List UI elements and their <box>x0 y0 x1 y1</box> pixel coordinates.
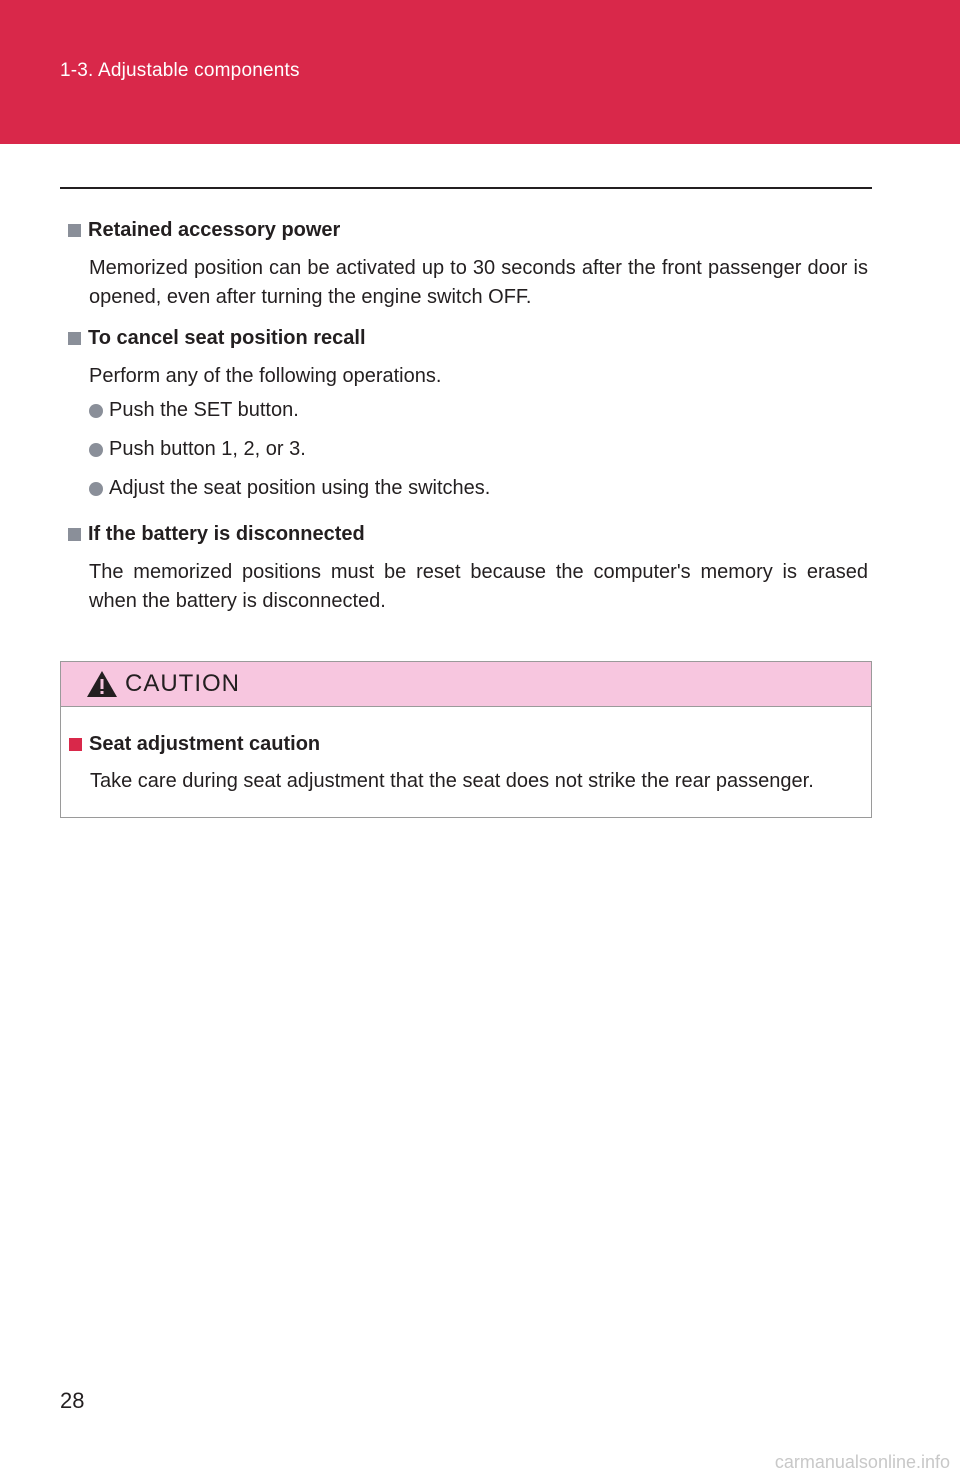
square-bullet-icon <box>69 738 82 751</box>
list-item-text: Push button 1, 2, or 3. <box>109 438 306 460</box>
watermark: carmanualsonline.info <box>774 1452 950 1472</box>
warning-triangle-icon <box>85 669 119 699</box>
section-battery-disconnected <box>68 518 868 616</box>
section-paragraph: Perform any of the following operations. <box>89 365 442 387</box>
section-title: To cancel seat position recall <box>88 326 366 349</box>
square-bullet-icon <box>68 528 81 541</box>
section-title: Retained accessory power <box>88 218 341 241</box>
section-paragraph: Memorized position can be activated up to 30 seconds after the front passenger door is opened, even after turning the engine switch OFF. <box>89 257 868 308</box>
section-heading <box>68 214 868 246</box>
list-item-text: Push the SET button. <box>109 399 299 421</box>
section-breadcrumb: 1-3. Adjustable components <box>60 60 300 81</box>
section-cancel-seat-recall <box>68 322 868 508</box>
list-item <box>89 430 868 469</box>
list-item-text: Adjust the seat position using the switches. <box>109 477 491 499</box>
section-title: If the battery is disconnected <box>88 522 365 545</box>
circle-bullet-icon <box>89 482 103 496</box>
circle-bullet-icon <box>89 404 103 418</box>
caution-paragraph: Take care during seat adjustment that the seat does not strike the rear passenger. <box>90 770 814 792</box>
main-content <box>68 214 868 626</box>
page-number: 28 <box>60 1388 85 1413</box>
caution-body <box>61 707 871 796</box>
caution-box <box>60 661 872 818</box>
list-item <box>89 391 868 430</box>
page-header <box>0 0 960 144</box>
section-retained-accessory-power <box>68 214 868 312</box>
caution-label: CAUTION <box>125 670 240 697</box>
section-paragraph: The memorized positions must be reset because the computer's memory is erased when the battery is disconnected. <box>89 561 868 612</box>
caution-header <box>61 662 871 707</box>
circle-bullet-icon <box>89 443 103 457</box>
section-heading <box>68 518 868 550</box>
square-bullet-icon <box>68 224 81 237</box>
caution-title: Seat adjustment caution <box>89 732 321 755</box>
divider-rule <box>60 187 872 189</box>
square-bullet-icon <box>68 332 81 345</box>
section-heading <box>68 322 868 354</box>
list-item <box>89 469 868 508</box>
caution-heading <box>69 729 871 759</box>
